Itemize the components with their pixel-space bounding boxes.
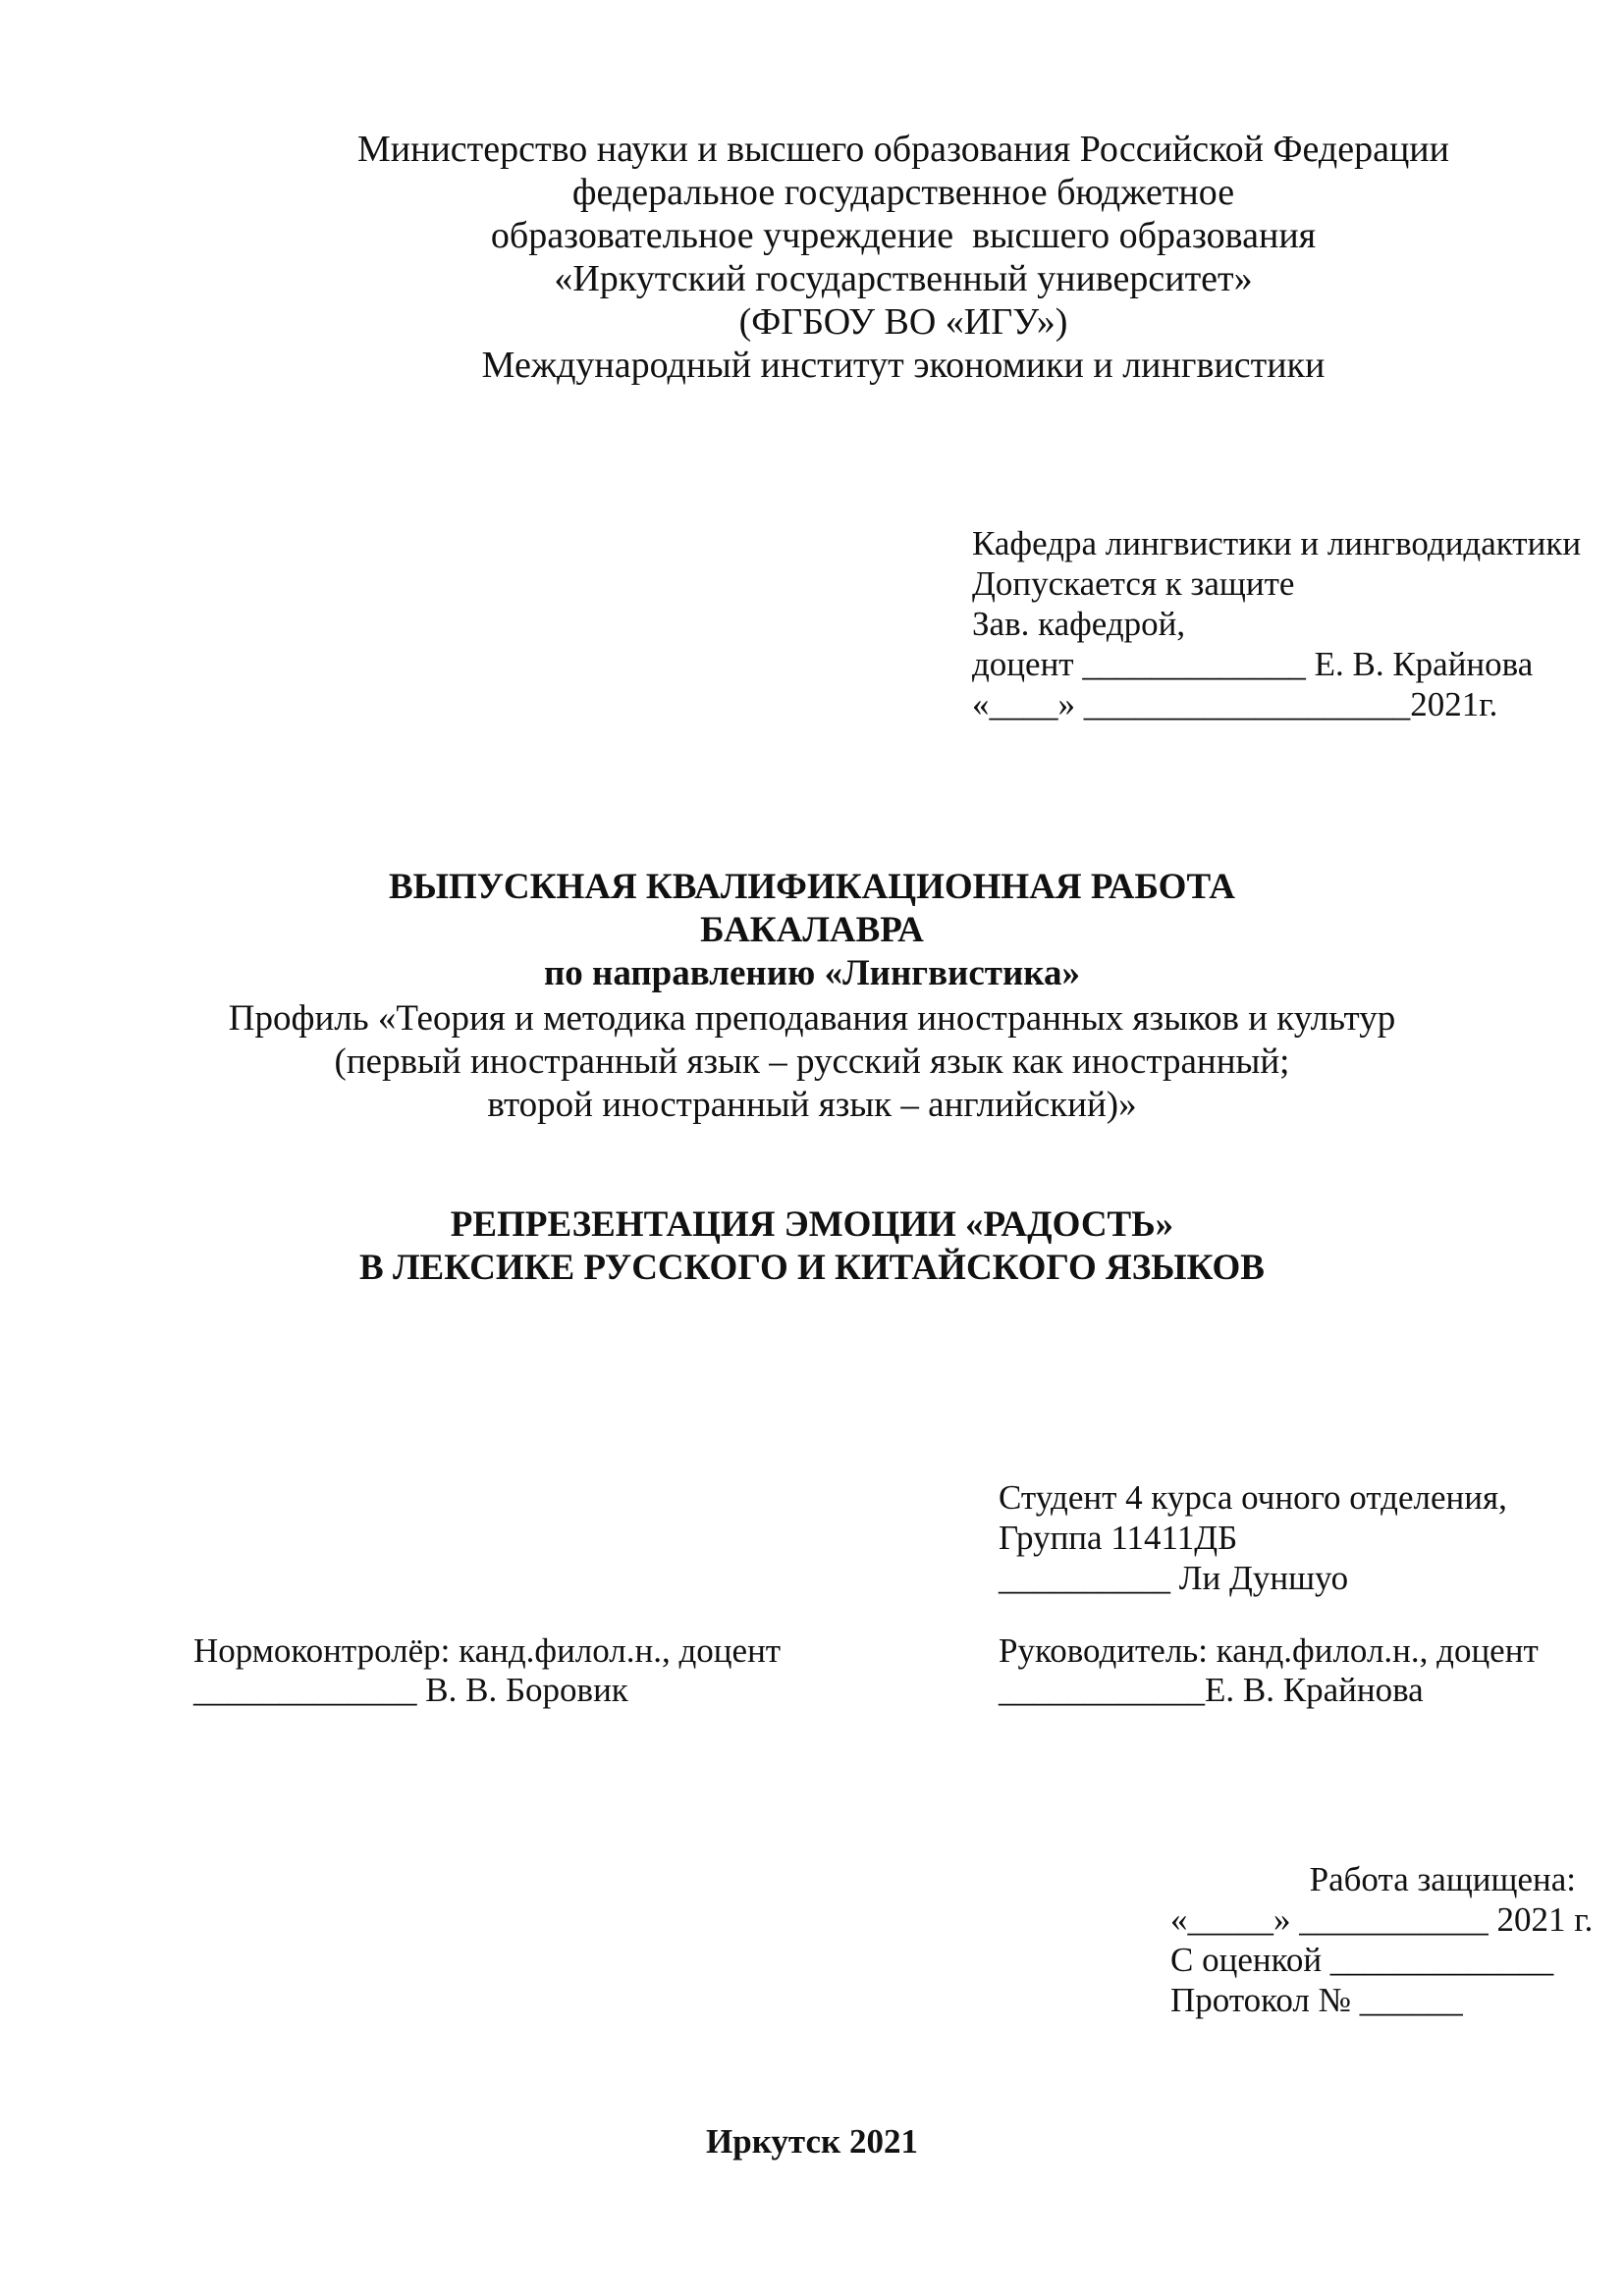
department-approval [972,523,1600,724]
student-line: __________ Ли Дуншуо [999,1559,1349,1597]
student-line: Группа 11411ДБ [999,1519,1238,1557]
profile-line: второй иностранный язык – английский)» [487,1085,1137,1125]
city-year-text: Иркутск 2021 [706,2122,918,2161]
header-line: (ФГБОУ ВО «ИГУ») [738,301,1068,343]
defense-record [1170,1859,1594,2020]
thesis-title [0,1203,1624,1290]
department-line: «____» ___________________2021г. [972,685,1498,723]
work-type-line: БАКАЛАВРА [700,910,924,950]
normcontrol-line: _____________ В. В. Боровик [193,1671,628,1709]
city-year [0,2120,1624,2163]
profile [0,997,1624,1127]
student-info [999,1477,1607,1598]
work-type [0,866,1624,995]
department-line: Зав. кафедрой, [972,605,1186,643]
profile-line: (первый иностранный язык – русский язык как иностранный; [334,1041,1290,1082]
department-line: доцент _____________ Е. В. Крайнова [972,645,1534,683]
supervisor-line: ____________Е. В. Крайнова [999,1671,1424,1709]
header-line: образовательное учреждение высшего образования [490,215,1317,256]
defense-grade: С оценкой _____________ [1170,1941,1554,1979]
department-line: Допускается к защите [972,564,1295,603]
work-type-line: по направлению «Лингвистика» [543,953,1081,993]
normcontrol-line: Нормоконтролёр: канд.филол.н., доцент [193,1631,782,1670]
defense-date: «_____» ___________ 2021 г. [1170,1900,1594,1939]
title-line: РЕПРЕЗЕНТАЦИЯ ЭМОЦИИ «РАДОСТЬ» [450,1204,1174,1245]
header-line: «Иркутский государственный университет» [554,258,1253,299]
institution-header [177,128,1624,387]
student-line: Студент 4 курса очного отделения, [999,1478,1507,1517]
supervisor-line: Руководитель: канд.филол.н., доцент [999,1631,1539,1670]
header-line: Министерство науки и высшего образования Российской Федерации [357,129,1449,170]
supervisor-signature [999,1631,1607,1710]
normcontrol-signature [193,1631,900,1710]
defense-protocol: Протокол № ______ [1170,1981,1463,2019]
title-line: В ЛЕКСИКЕ РУССКОГО И КИТАЙСКОГО ЯЗЫКОВ [359,1248,1265,1288]
header-line: Международный институт экономики и лингвистики [481,345,1326,386]
department-line: Кафедра лингвистики и лингводидактики [972,524,1582,562]
work-type-line: ВЫПУСКНАЯ КВАЛИФИКАЦИОННАЯ РАБОТА [388,867,1236,907]
defense-status: Работа защищена: [1309,1860,1576,1898]
header-line: федеральное государственное бюджетное [571,172,1235,213]
profile-line: Профиль «Теория и методика преподавания иностранных языков и культур [228,998,1396,1039]
